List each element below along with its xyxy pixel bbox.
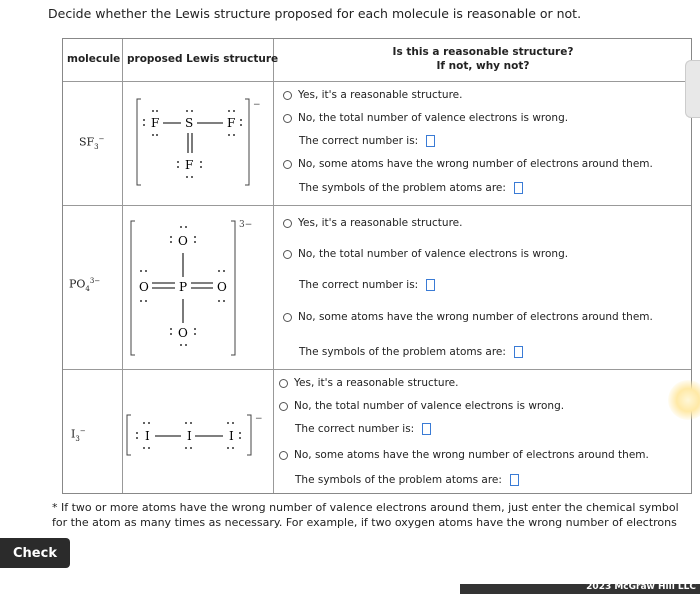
- header-question-line1: Is this a reasonable structure?: [392, 46, 574, 58]
- atom-i-center: I: [187, 429, 192, 443]
- formula-charge: −: [98, 135, 105, 143]
- option-wrong-valence[interactable]: [283, 248, 568, 260]
- radio-button[interactable]: [283, 313, 292, 322]
- lewis-svg: [125, 411, 265, 461]
- option-label: Yes, it's a reasonable structure.: [298, 217, 463, 229]
- problem-atoms-row: [299, 346, 523, 358]
- lewis-structure-po4: [129, 215, 269, 369]
- molecule-formula: [69, 277, 100, 293]
- problem-atoms-row: [295, 474, 519, 486]
- option-label: No, the total number of valence electrons is wrong.: [294, 400, 565, 412]
- header-question: [275, 45, 691, 73]
- correct-number-row: [299, 279, 435, 291]
- problem-atoms-label: The symbols of the problem atoms are:: [295, 474, 502, 486]
- lewis-structure-sf3: [135, 95, 265, 195]
- option-label: No, some atoms have the wrong number of electrons around them.: [298, 158, 653, 170]
- radio-button[interactable]: [279, 451, 288, 460]
- formula-charge: −: [79, 427, 86, 435]
- atom-i-right: I: [229, 429, 234, 443]
- option-label: Yes, it's a reasonable structure.: [294, 377, 459, 389]
- light-glare: [668, 380, 700, 420]
- atom-o-left: O: [139, 280, 149, 294]
- col-divider: [273, 39, 274, 493]
- correct-number-input[interactable]: [426, 279, 435, 291]
- radio-button[interactable]: [283, 114, 292, 123]
- formula-subscript: 4: [85, 284, 90, 293]
- lewis-structure-i3: [125, 411, 265, 465]
- radio-button[interactable]: [283, 160, 292, 169]
- lewis-charge: −: [253, 100, 261, 110]
- option-label: No, the total number of valence electrons is wrong.: [298, 112, 569, 124]
- option-wrong-atoms[interactable]: [279, 449, 649, 461]
- row-divider: [63, 81, 691, 82]
- option-label: No, some atoms have the wrong number of electrons around them.: [294, 449, 649, 461]
- formula-base: SF: [79, 135, 95, 149]
- option-label: No, some atoms have the wrong number of electrons around them.: [298, 311, 653, 323]
- copyright-text: 2023 McGraw Hill LLC: [586, 582, 696, 592]
- option-wrong-atoms[interactable]: [283, 311, 653, 323]
- correct-number-input[interactable]: [426, 135, 435, 147]
- atom-f-left: F: [151, 116, 160, 130]
- atom-o-right: O: [217, 280, 227, 294]
- option-wrong-atoms[interactable]: [283, 158, 653, 170]
- option-label: No, the total number of valence electrons is wrong.: [298, 248, 569, 260]
- footnote: * If two or more atoms have the wrong number of valence electrons around them, just enter the chemical symbol for the atom as many times as necessary. For example, if two oxygen atoms have the wrong number of electrons: [52, 501, 679, 529]
- option-wrong-valence[interactable]: [283, 112, 568, 124]
- lewis-svg: [129, 215, 269, 365]
- radio-button[interactable]: [279, 402, 288, 411]
- header-molecule: molecule: [67, 53, 121, 65]
- atom-p: P: [179, 280, 188, 294]
- formula-base: PO: [69, 277, 86, 291]
- radio-button[interactable]: [283, 219, 292, 228]
- option-label: Yes, it's a reasonable structure.: [298, 89, 463, 101]
- lewis-table: [62, 38, 692, 494]
- row-divider: [63, 369, 691, 370]
- atom-s: S: [185, 116, 194, 130]
- option-yes-reasonable[interactable]: [283, 217, 462, 229]
- option-yes-reasonable[interactable]: [283, 89, 462, 101]
- formula-base: I: [71, 427, 76, 441]
- option-wrong-valence[interactable]: [279, 400, 564, 412]
- problem-atoms-label: The symbols of the problem atoms are:: [299, 182, 506, 194]
- header-question-line2: If not, why not?: [436, 60, 530, 72]
- option-yes-reasonable[interactable]: [279, 377, 458, 389]
- problem-atoms-input[interactable]: [514, 182, 523, 194]
- correct-number-label: The correct number is:: [295, 423, 415, 435]
- atom-o-bottom: O: [178, 326, 188, 340]
- check-button[interactable]: Check: [0, 538, 70, 568]
- instruction-text: Decide whether the Lewis structure proposed for each molecule is reasonable or not.: [48, 6, 582, 21]
- atom-i-left: I: [145, 429, 150, 443]
- formula-charge: 3−: [89, 277, 101, 285]
- molecule-formula: [79, 135, 105, 151]
- header-proposed: proposed Lewis structure: [127, 53, 279, 65]
- molecule-formula: [71, 427, 86, 443]
- lewis-svg: [135, 95, 265, 191]
- problem-atoms-input[interactable]: [510, 474, 519, 486]
- correct-number-label: The correct number is:: [299, 135, 419, 147]
- radio-button[interactable]: [283, 250, 292, 259]
- atom-f-bottom: F: [185, 158, 194, 172]
- lewis-charge: −: [255, 414, 263, 424]
- problem-atoms-input[interactable]: [514, 346, 523, 358]
- atom-o-top: O: [178, 234, 188, 248]
- col-divider: [122, 39, 123, 493]
- lewis-charge: 3−: [239, 220, 253, 230]
- correct-number-row: [295, 423, 431, 435]
- correct-number-input[interactable]: [422, 423, 431, 435]
- side-scroll-tab[interactable]: [685, 60, 700, 118]
- formula-subscript: 3: [94, 142, 99, 151]
- correct-number-label: The correct number is:: [299, 279, 419, 291]
- problem-atoms-label: The symbols of the problem atoms are:: [299, 346, 506, 358]
- radio-button[interactable]: [283, 91, 292, 100]
- radio-button[interactable]: [279, 379, 288, 388]
- formula-subscript: 3: [75, 434, 80, 443]
- correct-number-row: [299, 135, 435, 147]
- problem-atoms-row: [299, 182, 523, 194]
- row-divider: [63, 205, 691, 206]
- atom-f-right: F: [227, 116, 236, 130]
